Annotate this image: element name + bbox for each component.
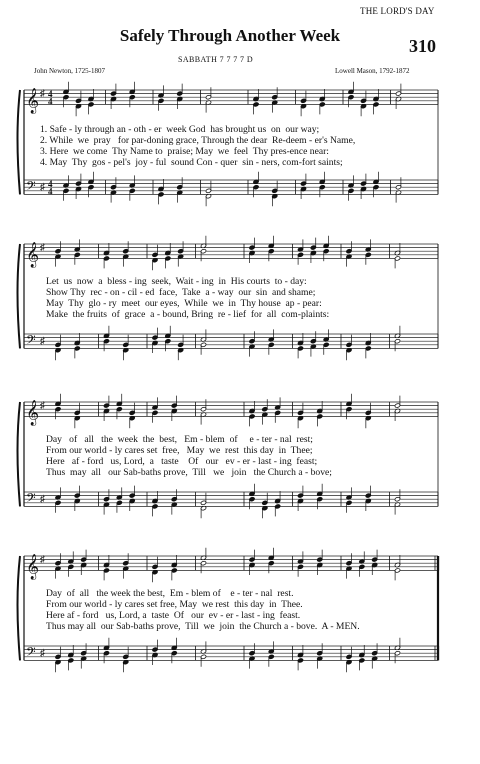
author-credit: John Newton, 1725-1807 bbox=[34, 67, 105, 75]
sharp-icon: ♯ bbox=[40, 648, 45, 660]
music-system-3 bbox=[0, 394, 480, 534]
lyric-line: From our world - ly cares set free, May we rest this day in Thee. bbox=[46, 599, 303, 610]
lyric-line: Here af - ford us, Lord, a taste Of our ev - er - last - ing feast. bbox=[46, 610, 301, 621]
bass-clef-icon: 𝄢 bbox=[26, 490, 36, 509]
music-system-1 bbox=[0, 82, 480, 222]
sharp-icon: ♯ bbox=[40, 400, 45, 412]
treble-clef-icon: 𝄞 bbox=[26, 400, 40, 426]
svg-text:4: 4 bbox=[48, 89, 53, 100]
sharp-icon: ♯ bbox=[40, 494, 45, 506]
lyric-line: 1. Safe - ly through an - oth - er week God has brought us on our way; bbox=[40, 124, 320, 135]
svg-text:4: 4 bbox=[48, 186, 53, 197]
lyric-line: Make the fruits of grace a - bound, Bring re - lief for all com-plaints: bbox=[46, 309, 330, 320]
svg-text:4: 4 bbox=[48, 96, 53, 107]
sharp-icon: ♯ bbox=[40, 182, 45, 194]
hymn-title: Safely Through Another Week bbox=[119, 26, 341, 45]
lyric-line: 4. May Thy gos - pel's joy - ful sound Con - quer sin - ners, com-fort saints; bbox=[40, 157, 343, 168]
sharp-icon: ♯ bbox=[40, 242, 45, 254]
lyric-line: Show Thy rec - on - cil - ed face, Take a - way our sin and shame; bbox=[46, 287, 316, 298]
section-label: THE LORD'S DAY bbox=[360, 6, 435, 16]
lyric-line: 2. While we pray for par-doning grace, Through the dear Re-deem - er's Name, bbox=[40, 135, 356, 146]
lyric-line: Day of all the week the best, Em - blem of e - ter - nal rest. bbox=[46, 588, 294, 599]
svg-text:4: 4 bbox=[48, 179, 53, 190]
sharp-icon: ♯ bbox=[40, 554, 45, 566]
bass-clef-icon: 𝄢 bbox=[26, 644, 36, 663]
sharp-icon: ♯ bbox=[40, 336, 45, 348]
bass-clef-icon: 𝄢 bbox=[26, 178, 36, 197]
lyric-line: 3. Here we come Thy Name to praise; May we feel Thy pres-ence near: bbox=[40, 146, 329, 157]
treble-clef-icon: 𝄞 bbox=[26, 242, 40, 268]
bass-clef-icon: 𝄢 bbox=[26, 332, 36, 351]
music-system-4 bbox=[0, 548, 480, 688]
music-system-2 bbox=[0, 236, 480, 376]
lyric-line: Thus may all our Sab-baths prove, Till we join the Church a - bove. A - MEN. bbox=[46, 621, 360, 632]
lyric-line: Thus may all our Sab-baths prove, Till we join the Church a - bove; bbox=[46, 467, 332, 478]
sharp-icon: ♯ bbox=[40, 88, 45, 100]
hymn-number: 310 bbox=[409, 36, 436, 56]
lyric-line: Let us now a bless - ing seek, Wait - ing in His courts to - day: bbox=[46, 276, 307, 287]
tune-meter: SABBATH 7 7 7 7 D bbox=[178, 55, 254, 64]
composer-credit: Lowell Mason, 1792-1872 bbox=[335, 67, 410, 75]
treble-clef-icon: 𝄞 bbox=[26, 554, 40, 580]
lyric-line: Here af - ford us, Lord, a taste Of our ev - er - last - ing feast; bbox=[46, 456, 318, 467]
lyric-line: May Thy glo - ry meet our eyes, While we in Thy house ap - pear: bbox=[46, 298, 322, 309]
lyric-line: From our world - ly cares set free, May we rest this day in Thee; bbox=[46, 445, 313, 456]
treble-clef-icon: 𝄞 bbox=[26, 88, 40, 114]
lyric-line: Day of all the week the best, Em - blem of e - ter - nal rest; bbox=[46, 434, 313, 445]
